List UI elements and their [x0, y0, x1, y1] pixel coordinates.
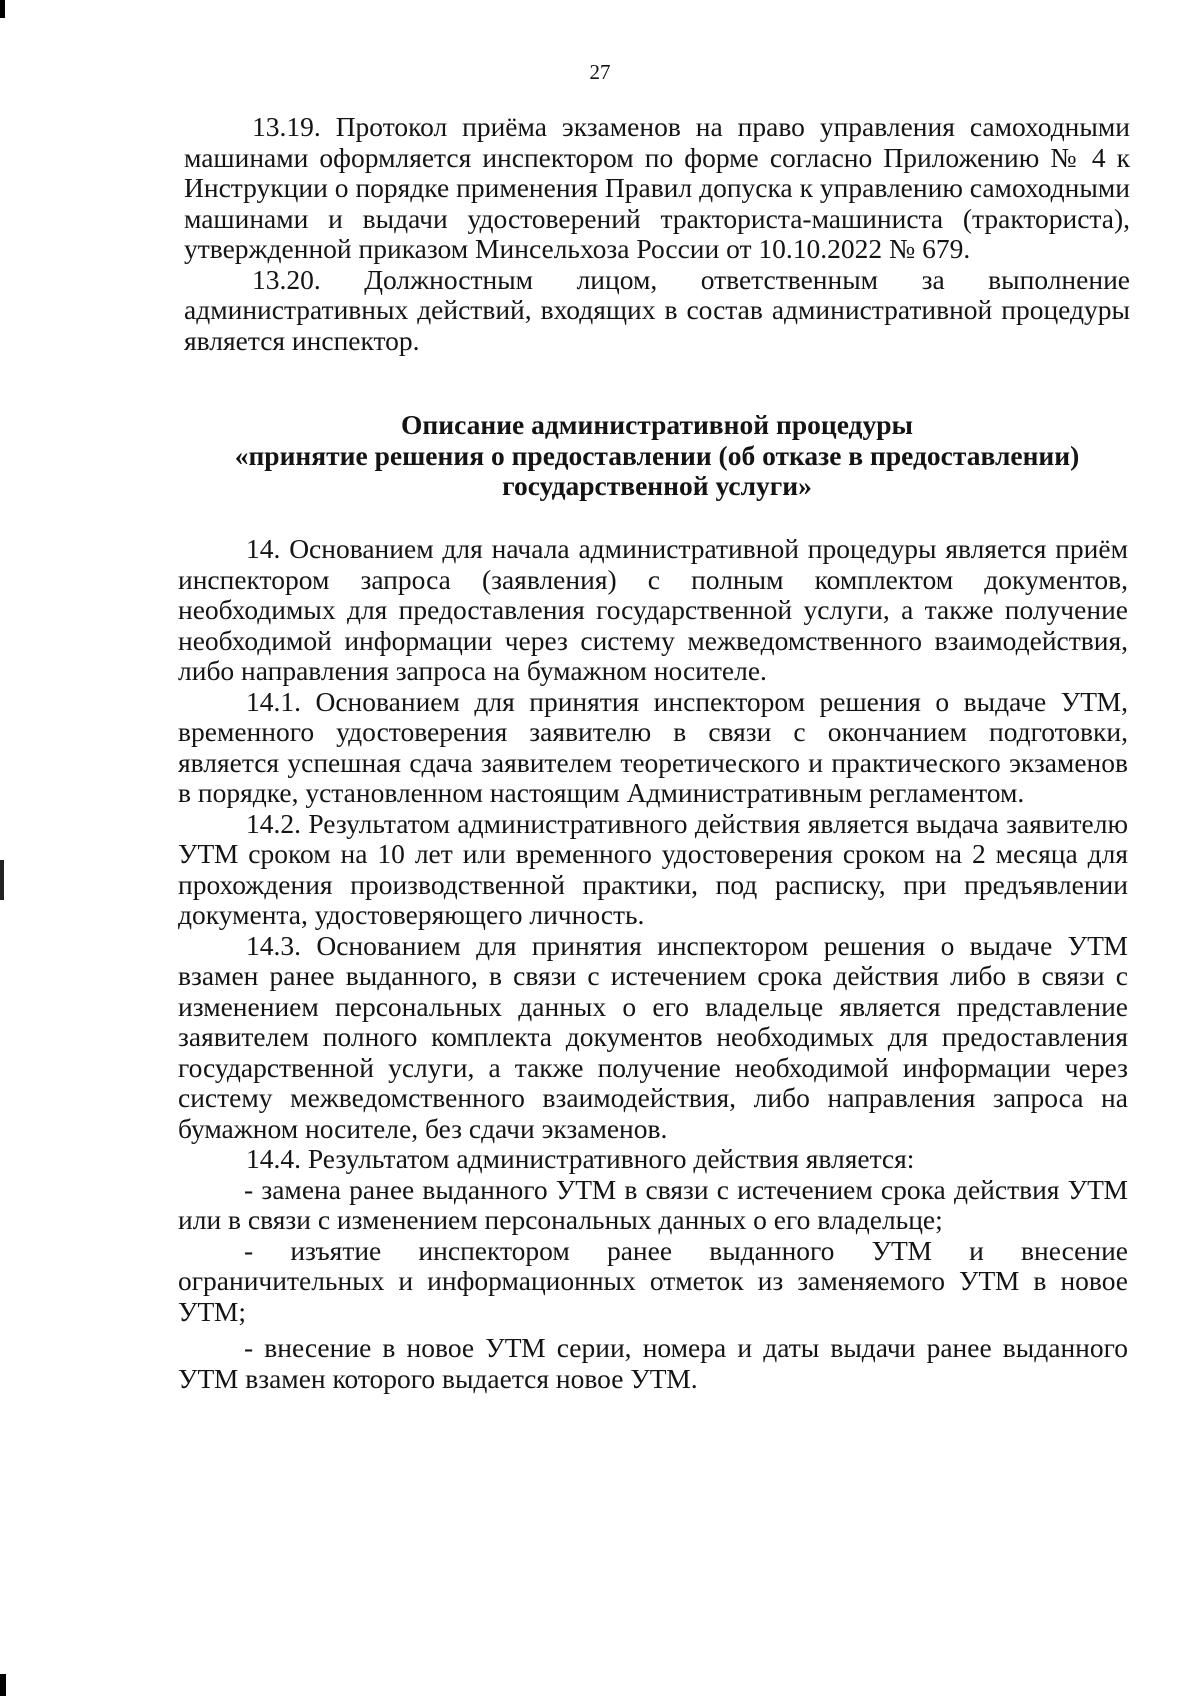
scan-edge-mark [0, 860, 4, 900]
scan-edge-mark [0, 1674, 6, 1696]
section-13-text [184, 112, 1130, 356]
section-heading [184, 410, 1130, 502]
paragraph-14-4: 14.4. Результатом административного действия является: [246, 1143, 915, 1174]
paragraph-14-3: 14.3. Основанием для принятия инспектором решения о выдаче УТМ взамен ранее выданного, в связи с истечением срока действия либо в связи с изменением персональных данных о его владельце является представление заявителем полного комплекта документов необходимых для предоставления государственной услуги, а также получение необходимой информации через систему межведомственного взаимодействия, либо направления запроса на бумажном носителе, без сдачи экзаменов. [178, 929, 1128, 1144]
heading-line: Описание административной процедуры [401, 409, 913, 440]
heading-line: государственной услуги» [502, 470, 812, 501]
heading-line: «принятие решения о предоставлении (об отказе в предоставлении) [234, 439, 1080, 471]
page-number: 27 [589, 60, 611, 84]
paragraph-13-19: 13.19. Протокол приёма экзаменов на право управления самоходными машинами оформляется инспектором по форме согласно Приложению № 4 к Инструкции о порядке применения Правил допуска к управлению самоходными машинами и выдачи удостоверений тракториста-машиниста (тракториста), утвержденной приказом Минсельхоза России от 10.10.2022 № 679. [184, 111, 1130, 264]
paragraph-14-1: 14.1. Основанием для принятия инспектором решения о выдаче УТМ, временного удостоверения заявителю в связи с окончанием подготовки, является успешная сдача заявителем теоретического и практического экзаменов в порядке, установленном настоящим Административным регламентом. [178, 685, 1128, 808]
paragraph-14-2: 14.2. Результатом административного действия является выдача заявителю УТМ сроком на 10 лет или временного удостоверения сроком на 2 месяца для прохождения производственной практики, под расписку, при предъявлении документа, удостоверяющего личность. [178, 807, 1128, 930]
paragraph-14: 14. Основанием для начала административной процедуры является приём инспектором запроса (заявления) с полным комплектом документов, необходимых для предоставления государственной услуги, а также получение необходимой информации через систему межведомственного взаимодействия, либо направления запроса на бумажном носителе. [178, 533, 1128, 686]
list-item: - внесение в новое УТМ серии, номера и даты выдачи ранее выданного УТМ взамен которого выдается новое УТМ. [178, 1332, 1128, 1394]
scan-edge-mark [0, 0, 5, 18]
list-item: - замена ранее выданного УТМ в связи с истечением срока действия УТМ или в связи с изменением персональных данных о его владельце; [178, 1173, 1128, 1235]
section-14-text [178, 534, 1128, 1394]
paragraph-13-20: 13.20. Должностным лицом, ответственным за выполнение административных действий, входящих в состав административной процедуры является инспектор. [184, 263, 1130, 356]
list-item: - изъятие инспектором ранее выданного УТМ и внесение ограничительных и информационных отметок из заменяемого УТМ в новое УТМ; [178, 1234, 1128, 1327]
